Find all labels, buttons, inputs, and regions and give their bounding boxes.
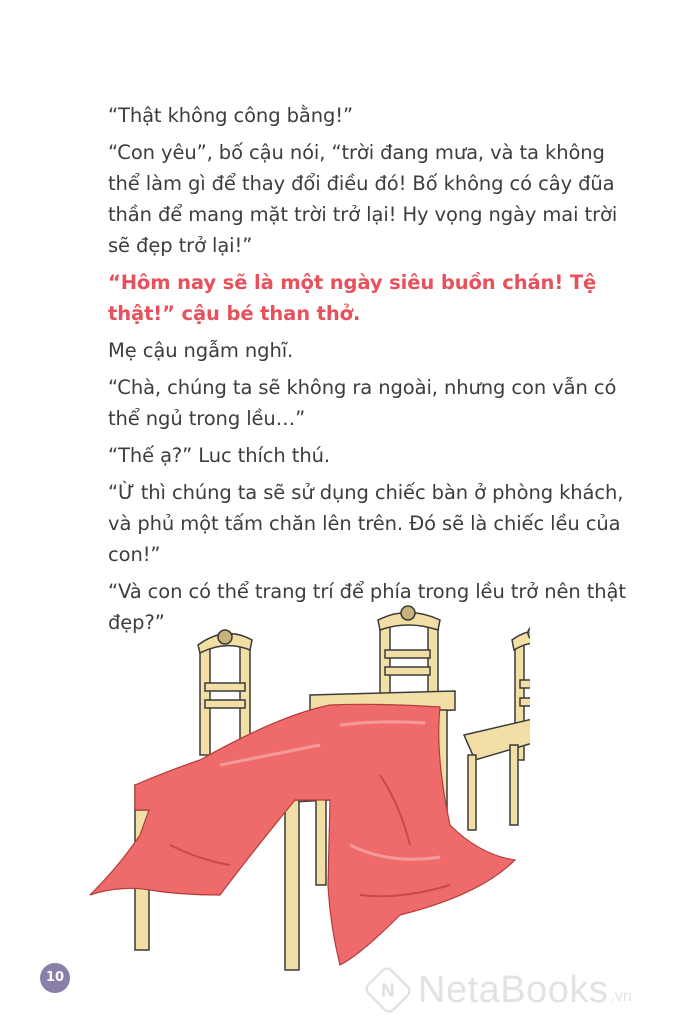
page-number-badge: 10 — [40, 963, 70, 993]
chair-middle — [378, 606, 440, 695]
paragraph-5: “Chà, chúng ta sẽ không ra ngoài, nhưng con vẫn có thể ngủ trong lều…” — [108, 376, 617, 430]
netabooks-watermark — [362, 964, 692, 1016]
paragraph-4: Mẹ cậu ngẫm nghĩ. — [108, 339, 294, 362]
blanket — [90, 704, 515, 965]
watermark-suffix: .vn — [610, 988, 632, 1005]
table-blanket-illustration — [80, 595, 530, 995]
chair-right — [464, 626, 530, 830]
story-text — [108, 100, 628, 644]
paragraph-7: “Ừ thì chúng ta sẽ sử dụng chiếc bàn ở phòng khách, và phủ một tấm chăn lên trên. Đó sẽ là chiếc lều của con!” — [108, 481, 624, 566]
paragraph-1: “Thật không công bằng!” — [108, 104, 353, 127]
netabooks-logo-icon: N — [363, 965, 414, 1016]
paragraph-2: “Con yêu”, bố cậu nói, “trời đang mưa, và ta không thể làm gì để thay đổi điều đó! Bố không có cây đũa thần để mang mặt trời trở lại! Hy vọng ngày mai trời sẽ đẹp trở lại!” — [108, 141, 618, 257]
paragraph-6: “Thế ạ?” Luc thích thú. — [108, 444, 330, 467]
paragraph-3-highlight: “Hôm nay sẽ là một ngày siêu buồn chán! Tệ thật!” cậu bé than thở. — [108, 271, 597, 325]
watermark-name: NetaBooks — [418, 968, 609, 1011]
paragraph-8: “Và con có thể trang trí để phía trong lều trở nên thật đẹp?” — [108, 580, 626, 634]
